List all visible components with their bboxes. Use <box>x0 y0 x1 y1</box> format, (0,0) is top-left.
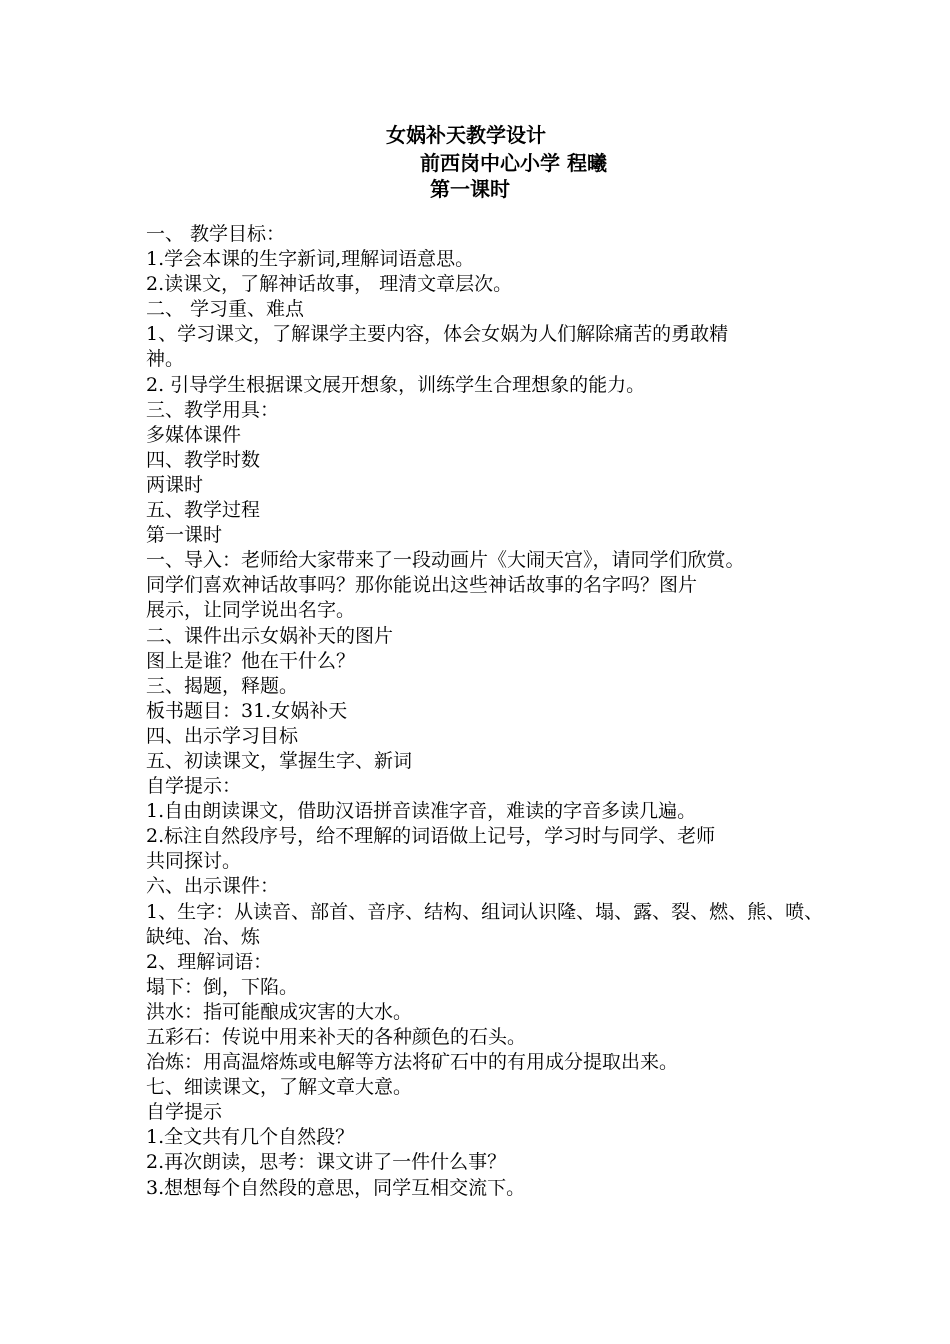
text-line: 同学们喜欢神话故事吗？那你能说出这些神话故事的名字吗？图片 <box>146 574 698 597</box>
text-line: 图上是谁？他在干什么？ <box>146 649 356 672</box>
text-line: 七、细读课文，了解文章大意。 <box>146 1076 413 1099</box>
text-line: 1、生字：从读音、部首、音序、结构、组词认识隆、塌、露、裂、燃、熊、喷、 <box>146 900 824 923</box>
text-line: 2.再次朗读，思考：课文讲了一件什么事？ <box>146 1151 507 1174</box>
text-line: 二、课件出示女娲补天的图片 <box>146 624 394 647</box>
text-line: 多媒体课件 <box>146 423 242 446</box>
text-line: 四、出示学习目标 <box>146 724 299 747</box>
text-line: 一、导入：老师给大家带来了一段动画片《大闹天宫》，请同学们欣赏。 <box>146 549 745 572</box>
school-author: 前西岗中心小学 程曦 <box>420 151 607 175</box>
text-line: 自学提示： <box>146 775 242 798</box>
text-line: 2、理解词语： <box>146 950 273 973</box>
text-line: 一、 教学目标： <box>146 223 286 245</box>
text-line: 三、教学用具： <box>146 398 280 421</box>
text-line: 3.想想每个自然段的意思，同学互相交流下。 <box>146 1176 526 1199</box>
text-line: 五、教学过程 <box>146 499 261 522</box>
text-line: 1、学习课文，了解课学主要内容，体会女娲为人们解除痛苦的勇敢精 <box>146 323 729 346</box>
document-title: 女娲补天教学设计 <box>386 123 546 147</box>
text-line: 第一课时 <box>146 524 223 547</box>
text-line: 2.标注自然段序号，给不理解的词语做上记号，学习时与同学、老师 <box>146 825 716 848</box>
text-line: 缺纯、冶、炼 <box>146 925 261 948</box>
text-line: 四、教学时数 <box>146 448 261 471</box>
text-line: 两课时 <box>146 473 204 496</box>
text-line: 五、初读课文，掌握生字、新词 <box>146 749 413 772</box>
text-line: 1.全文共有几个自然段？ <box>146 1126 355 1149</box>
text-line: 神。 <box>146 348 185 371</box>
text-line: 六、出示课件： <box>146 875 280 898</box>
text-line: 1.自由朗读课文，借助汉语拼音读准字音，难读的字音多读几遍。 <box>146 800 697 823</box>
text-line: 板书题目：31.女娲补天 <box>146 699 348 722</box>
text-line: 展示，让同学说出名字。 <box>146 599 356 622</box>
text-line: 塌下：倒，下陷。 <box>146 975 299 998</box>
text-line: 1.学会本课的生字新词,理解词语意思。 <box>146 248 475 271</box>
text-line: 共同探讨。 <box>146 850 242 873</box>
text-line: 三、揭题，释题。 <box>146 674 299 697</box>
text-line: 自学提示 <box>146 1101 223 1124</box>
text-line: 2. 引导学生根据课文展开想象，训练学生合理想象的能力。 <box>146 373 646 396</box>
text-line: 冶炼：用高温熔炼或电解等方法将矿石中的有用成分提取出来。 <box>146 1051 679 1074</box>
text-line: 二、 学习重、难点 <box>146 298 305 321</box>
lesson-heading: 第一课时 <box>430 177 510 201</box>
document-body <box>146 222 826 1201</box>
text-line: 五彩石：传说中用来补天的各种颜色的石头。 <box>146 1026 527 1048</box>
text-line: 2.读课文，了解神话故事， 理清文章层次。 <box>146 273 513 296</box>
text-line: 洪水：指可能酿成灾害的大水。 <box>146 1000 413 1023</box>
